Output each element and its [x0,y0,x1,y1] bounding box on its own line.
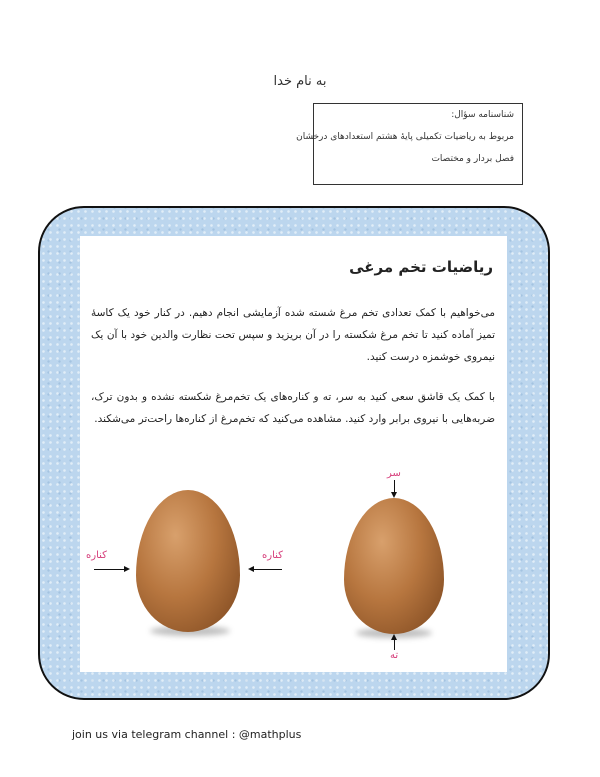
footer-telegram-text: join us via telegram channel : @mathplus [72,728,302,741]
id-box-label: شناسنامه سؤال: [451,110,514,120]
arrow-up-icon [394,636,395,650]
egg-image-sides [136,490,240,632]
id-box-course: مربوط به ریاضیات تکمیلی پایهٔ هشتم استعدادهای درخشان [296,132,514,142]
arrow-left-icon [250,569,282,570]
question-id-box [296,103,523,185]
label-side-left: کناره [86,550,107,561]
label-bottom: ته [390,650,399,661]
label-side-right: کناره [262,550,283,561]
egg-image-top-bottom [344,498,444,634]
id-box-chapter: فصل بردار و مختصات [431,154,514,164]
paragraph-1: می‌خواهیم با کمک تعدادی تخم مرغ شسته شده آزمایشی انجام دهیم. در کنار خود یک کاسهٔ تمیز آماده کنید تا تخم مرغ شکسته را در آن بریزید و سپس تحت نظارت والدین خود با آن یک نیمروی خوشمزه درست کنید. [91,307,495,363]
content-panel [80,236,507,672]
paragraph-2: با کمک یک قاشق سعی کنید به سر، ته و کناره‌های یک تخم‌مرغ شکسته نشده و بدون ترک، ضربه‌هایی با نیروی برابر وارد کنید. مشاهده می‌کنید که تخم‌مرغ از کناره‌ها راحت‌تر می‌شکند. [91,391,495,425]
arrow-right-icon [94,569,128,570]
label-top: سر [387,468,401,479]
content-frame [38,206,550,700]
content-heading: ریاضیات تخم مرغی [349,258,493,276]
arrow-down-icon [394,480,395,496]
page-title: به نام خدا [273,74,327,89]
